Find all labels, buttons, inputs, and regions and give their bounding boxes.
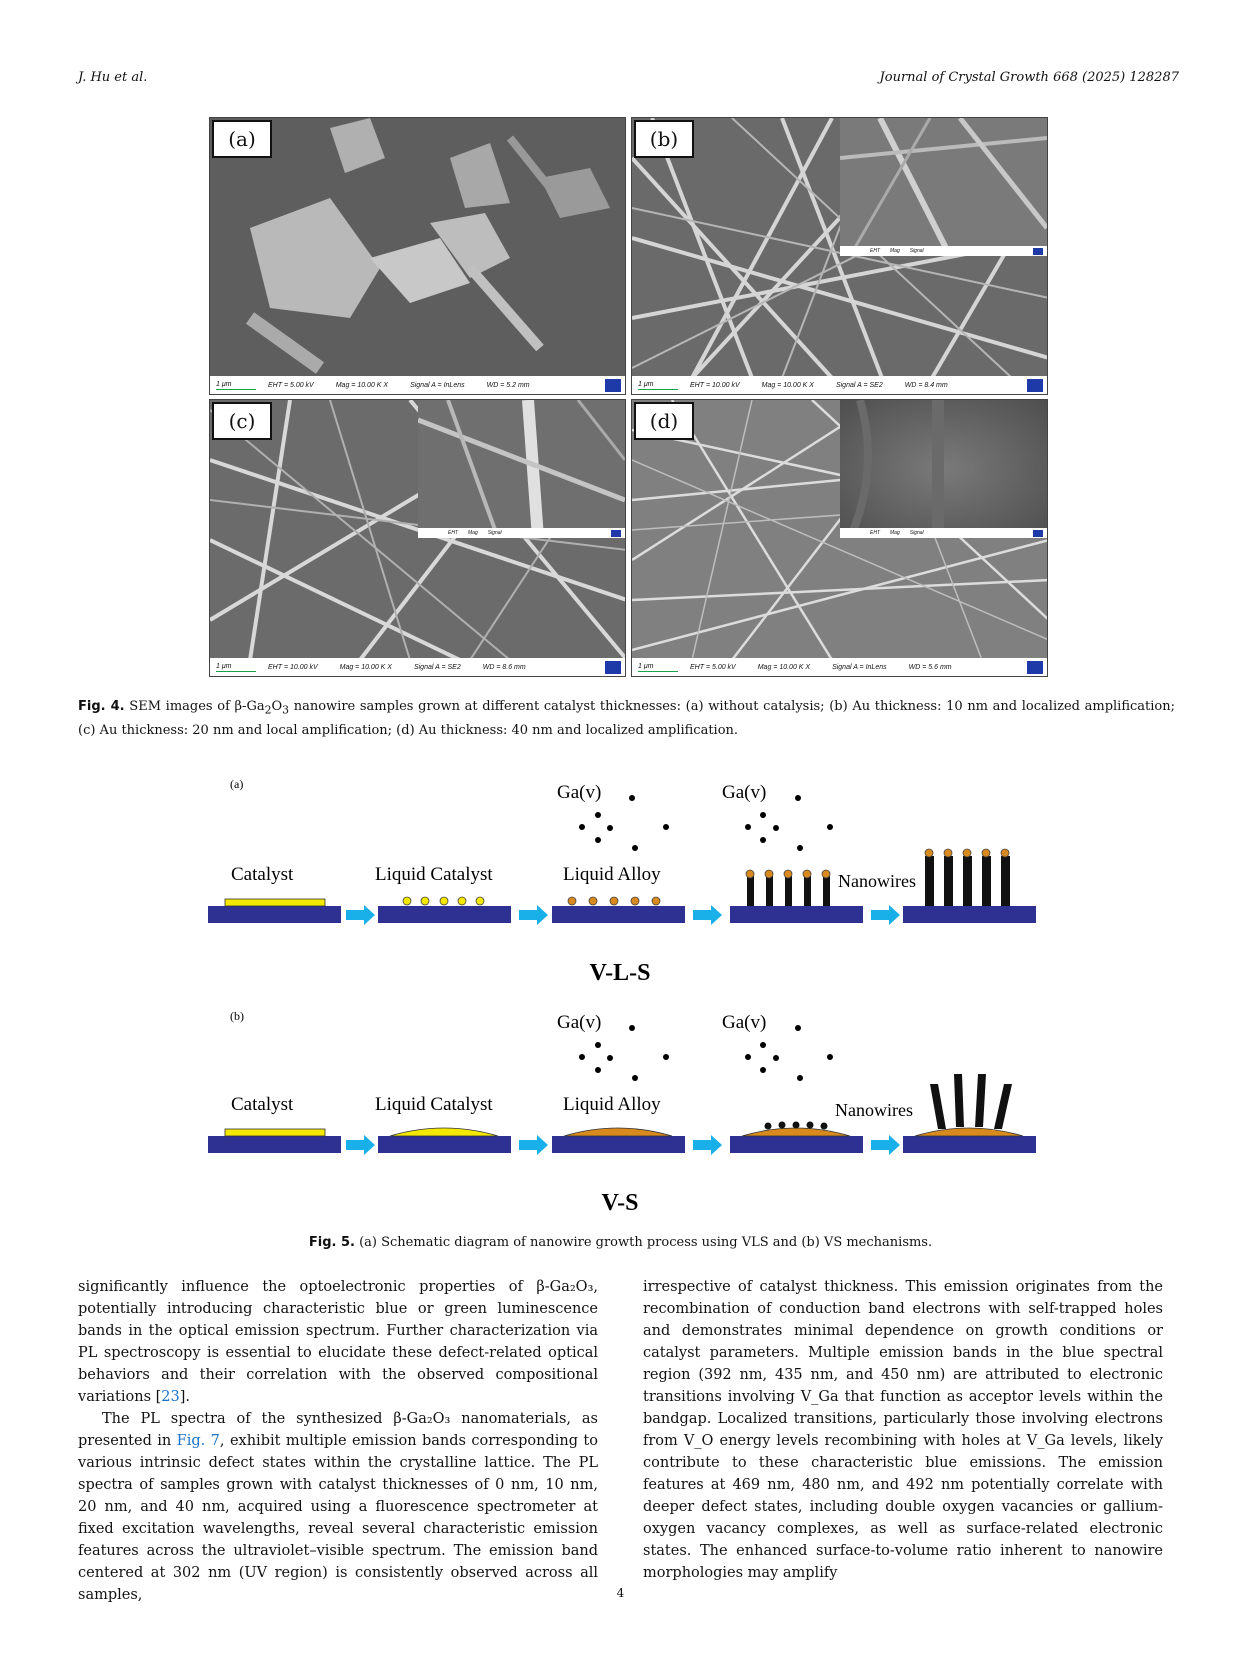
fig5-caption: Fig. 5. (a) Schematic diagram of nanowire growth process using VLS and (b) VS mechanisms. <box>308 1235 933 1250</box>
panel-label-a: (a) <box>212 120 272 158</box>
paragraph: irrespective of catalyst thickness. This emission originates from the recombination of conduction band electrons with self-trapped holes and demonstrates minimal dependence on growth conditions or catalyst parameters. Multiple emission bands in the blue spectral region (392 nm, 435 nm, and 450 nm) are attributed to electronic transitions involving V_Ga that function as acceptor levels within the bandgap. Localized transitions, particularly those involving electrons from V_O energy levels recombining with holes at V_Ga levels, likely contribute to these characteristic blue emissions. The emission features at 469 nm, 480 nm, and 492 nm potentially correlate with deeper defect states, including double oxygen vacancies or gallium-oxygen vacancy complexes, as well as surface-related electronic states. The enhanced surface-to-volume ratio inherent to nanowire morphologies may amplify <box>643 1279 1163 1581</box>
panel-label-d: (d) <box>634 402 694 440</box>
fig5-caption-label: Fig. 5. <box>308 1235 355 1250</box>
stage-label-catalyst: Catalyst <box>231 1094 294 1115</box>
gas-label-vs-1: Ga(v) <box>557 1012 602 1033</box>
substrate <box>208 1136 1036 1153</box>
stage-label-nanowires: Nanowires <box>835 1100 913 1120</box>
vs-nanowires <box>930 1074 1012 1129</box>
zeiss-logo <box>1033 530 1043 537</box>
paragraph: significantly influence the optoelectronic properties of β-Ga₂O₃, potentially introducing characteristic blue or green luminescence bands in the optical emission spectrum. Further characterization via PL spectroscopy is essential to elucidate these defect-related optical behaviors and their correlation with the observed compositional variations [23]. <box>78 1279 598 1405</box>
stage-label-liquid-catalyst: Liquid Catalyst <box>375 1094 493 1115</box>
alloy-droplets <box>568 897 660 905</box>
paragraph: The PL spectra of the synthesized β-Ga₂O₃ nanomaterials, as presented in Fig. 7, exhibit multiple emission bands corresponding to various intrinsic defect states within the crystalline lattice. The PL spectra of samples grown with catalyst thicknesses of 0 nm, 10 nm, 20 nm, and 40 nm, acquired using a fluorescence spectrometer at fixed excitation wavelengths, reveal several characteristic emission features across the ultraviolet–visible spectrum. The emission band centered at 302 nm (UV region) is consistently observed across all samples, <box>78 1411 598 1603</box>
liquid-alloy-layer <box>564 1128 672 1136</box>
sem-panel-c <box>209 399 626 677</box>
sem-info-bar-a: EHT = 5.00 kV Mag = 10.00 K X Signal A = InLens WD = 5.2 mm <box>210 376 625 394</box>
zeiss-logo <box>1033 248 1043 255</box>
citation-link[interactable]: 23 <box>161 1389 180 1405</box>
schematic-part-a-label: (a) <box>230 777 244 791</box>
stage-label-liquid-alloy: Liquid Alloy <box>563 1094 661 1115</box>
scale-bar-b: 1 μm <box>638 381 678 390</box>
zeiss-logo <box>605 379 621 392</box>
zeiss-logo <box>611 530 621 537</box>
sem-figure <box>209 117 1048 677</box>
catalyst-film <box>225 899 325 906</box>
panel-label-b: (b) <box>634 120 694 158</box>
scale-bar-a: 1 μm <box>216 381 256 390</box>
body-column-left <box>78 1276 598 1606</box>
page-number: 4 <box>616 1586 625 1600</box>
zeiss-logo <box>605 661 621 674</box>
stage-label-liquid-alloy: Liquid Alloy <box>563 864 661 885</box>
body-column-right <box>643 1276 1163 1584</box>
sem-info-bar-b: EHT = 10.00 kV Mag = 10.00 K X Signal A = SE2 WD = 8.4 mm <box>632 376 1047 394</box>
scale-bar-d: 1 μm <box>638 663 678 672</box>
sem-inset-c: EHT Mag Signal <box>418 400 625 538</box>
vls-title: V-L-S <box>589 960 651 986</box>
running-header-authors: J. Hu et al. <box>78 70 148 85</box>
gas-label-vls-1: Ga(v) <box>557 782 602 803</box>
alloy-layer-nucleation <box>742 1128 850 1136</box>
stage-label-catalyst: Catalyst <box>231 864 294 885</box>
substrate <box>208 906 1036 923</box>
sem-inset-d: EHT Mag Signal <box>840 400 1047 538</box>
sem-panel-b <box>631 117 1048 395</box>
zeiss-logo <box>1027 661 1043 674</box>
short-nanowires <box>746 870 830 906</box>
fig4-caption: Fig. 4. SEM images of $\beta-Ga_2O_3$ nanowire samples grown at different catalyst thicknesses: (a) without catalysis; (b) Au thickness: 10 nm and localized amplification; (c) Au thickness: 20 nm and local amplification; (d) Au thickness: 40 nm and localized amplification. <box>78 699 1176 738</box>
stage-label-liquid-catalyst: Liquid Catalyst <box>375 864 493 885</box>
liquid-catalyst-layer <box>390 1128 498 1136</box>
sem-info-bar-d: EHT = 5.00 kV Mag = 10.00 K X Signal A = InLens WD = 5.6 mm <box>632 658 1047 676</box>
gas-atoms <box>579 795 669 851</box>
panel-label-c: (c) <box>212 402 272 440</box>
gas-atoms <box>745 795 833 851</box>
alloy-layer-grown <box>915 1128 1023 1136</box>
zeiss-logo <box>1027 379 1043 392</box>
running-header-journal: Journal of Crystal Growth 668 (2025) 128287 <box>879 70 1179 85</box>
gas-atoms <box>579 1025 669 1081</box>
growth-schematic <box>200 770 1060 1230</box>
sem-panel-a <box>209 117 626 395</box>
schematic-part-b-label: (b) <box>230 1009 244 1023</box>
sem-inset-b: EHT Mag Signal <box>840 118 1047 256</box>
stage-label-nanowires: Nanowires <box>838 871 916 891</box>
sem-info-bar-c: EHT = 10.00 kV Mag = 10.00 K X Signal A = SE2 WD = 8.6 mm <box>210 658 625 676</box>
fig4-caption-label: Fig. 4. <box>78 699 125 714</box>
catalyst-droplets <box>403 897 484 905</box>
long-nanowires <box>925 849 1010 906</box>
catalyst-film <box>225 1129 325 1136</box>
sem-panel-d <box>631 399 1048 677</box>
gas-label-vls-2: Ga(v) <box>722 782 767 803</box>
nuclei <box>765 1122 828 1130</box>
gas-label-vs-2: Ga(v) <box>722 1012 767 1033</box>
figure-link[interactable]: Fig. 7 <box>176 1433 220 1449</box>
scale-bar-c: 1 μm <box>216 663 256 672</box>
gas-atoms <box>745 1025 833 1081</box>
vs-title: V-S <box>601 1190 639 1216</box>
sem-image-a <box>210 118 626 378</box>
